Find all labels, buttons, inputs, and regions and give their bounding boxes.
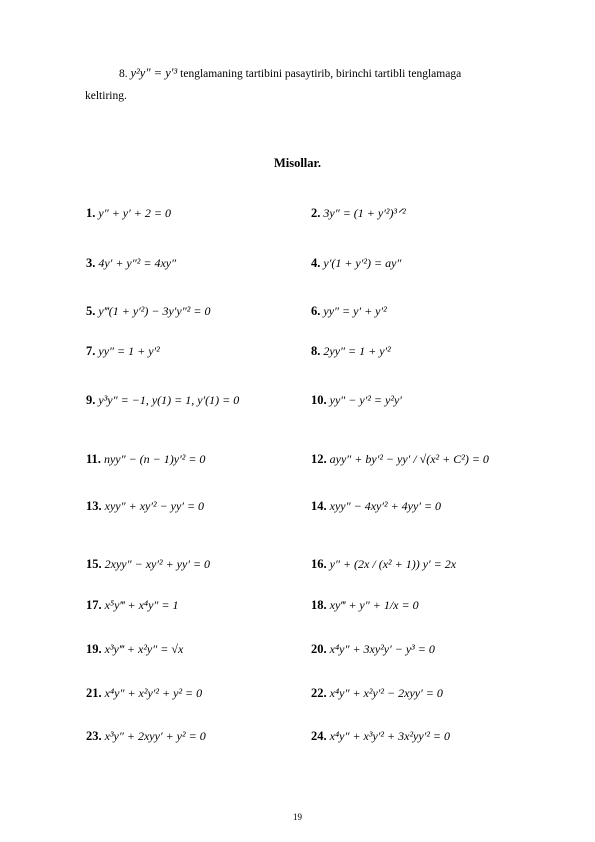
problem-14: 14. xyy″ − 4xy′² + 4yy′ = 0 [311,499,442,513]
task-text-line1: tenglamaning tartibini pasaytirib, birinchi tartibli tenglamaga [177,68,462,80]
problem-20: 20. x⁴y″ + 3xy²y′ − y³ = 0 [311,642,435,656]
problem-22: 22. x⁴y″ + x²y′² − 2xyy′ = 0 [311,686,443,700]
problem-7: 7. yy″ = 1 + y′² [86,344,160,358]
problem-23: 23. x³y″ + 2xyy′ + y² = 0 [86,729,206,743]
problem-8: 8. 2yy″ = 1 + y′² [311,344,391,358]
task-text-line2: keltiring. [85,90,127,102]
problem-12: 12. ayy″ + by′² − yy′ / √(x² + C²) = 0 [311,452,489,466]
problem-16: 16. y″ + (2x / (x² + 1)) y′ = 2x [311,557,457,571]
problem-18: 18. xy‴ + y″ + 1/x = 0 [311,598,419,612]
page-number: 19 [293,812,302,822]
task-number: 8. [119,68,128,80]
problem-3: 3. 4y′ + y″² = 4xy″ [86,256,177,270]
problem-19: 19. x³y‴ + x²y″ = √x [86,642,184,656]
problem-10: 10. yy″ − y′² = y²y′ [311,393,402,407]
problem-9: 9. y³y″ = −1, y(1) = 1, y′(1) = 0 [86,393,240,407]
problem-15: 15. 2xyy″ − xy′² + yy′ = 0 [86,557,211,571]
task-intro [85,62,565,107]
problem-6: 6. yy″ = y′ + y′² [311,304,387,318]
section-title: Misollar. [273,156,322,170]
problem-1: 1. y″ + y′ + 2 = 0 [86,206,171,220]
problem-17: 17. x⁵y‴ + x⁴y″ = 1 [86,598,179,612]
problem-4: 4. y′(1 + y′²) = ay″ [311,256,402,270]
problem-2: 2. 3y″ = (1 + y′²)³ᐟ² [311,206,406,220]
problem-21: 21. x⁴y″ + x²y′² + y² = 0 [86,686,203,700]
problem-11: 11. nyy″ − (n − 1)y′² = 0 [86,452,206,466]
problem-24: 24. x⁴y″ + x³y′² + 3x²yy′² = 0 [311,729,451,743]
task-equation: y²y″ = y′³ [130,66,178,80]
problem-5: 5. y‴(1 + y′²) − 3y′y″² = 0 [86,304,211,318]
problem-13: 13. xyy″ + xy′² − yy′ = 0 [86,499,205,513]
